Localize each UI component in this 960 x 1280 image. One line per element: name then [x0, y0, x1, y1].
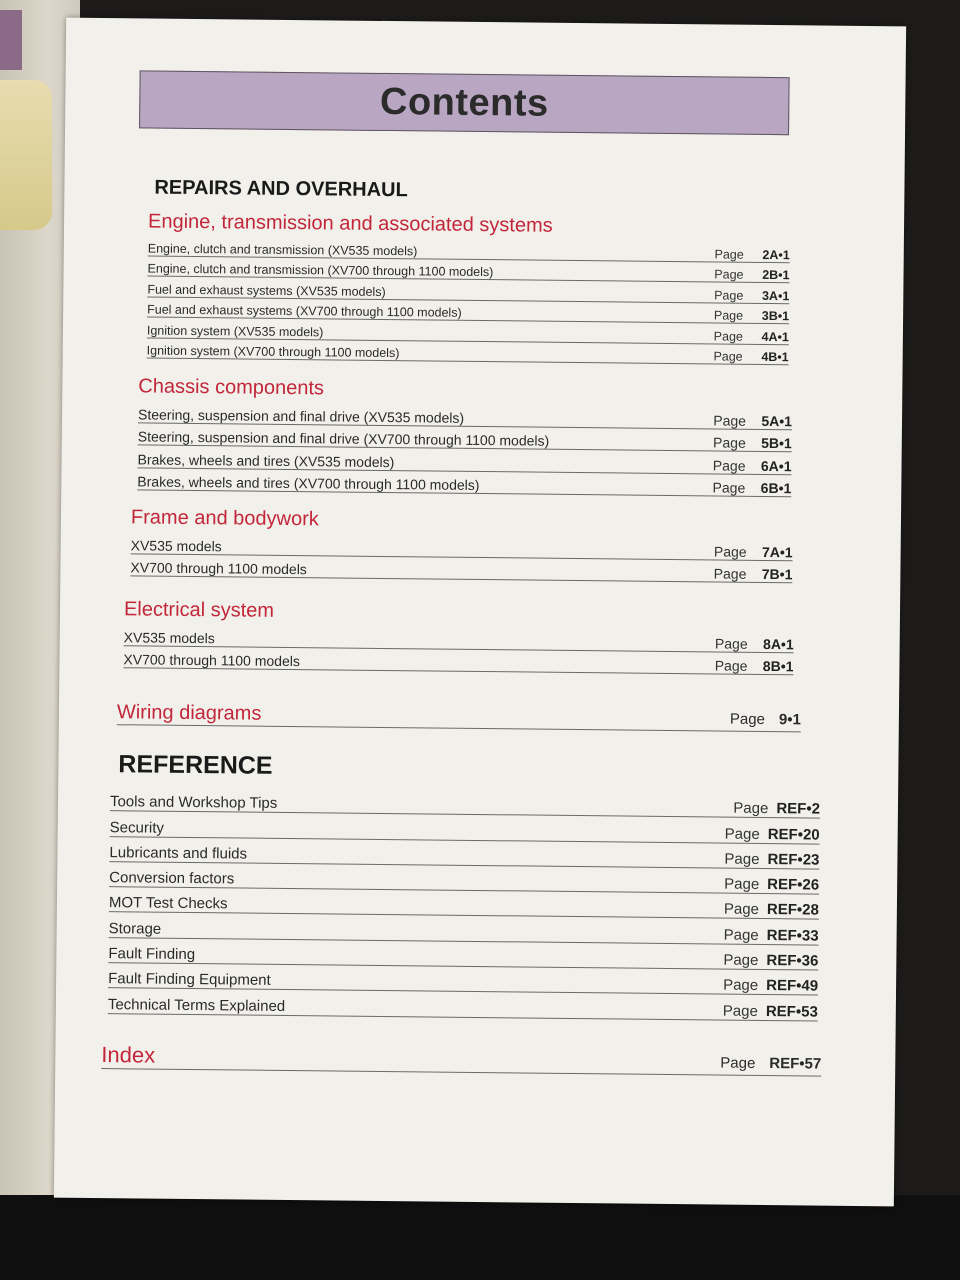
- page-number: REF•20: [767, 825, 820, 844]
- page-label: Page: [712, 456, 746, 474]
- toc-row-page-ref: [713, 457, 792, 474]
- page-label: Page: [729, 710, 766, 728]
- chassis-section-title: Chassis components: [138, 375, 325, 400]
- toc-row-label: MOT Test Checks: [108, 894, 228, 913]
- page-number: 3B•1: [761, 308, 790, 324]
- toc-row-page-ref: [714, 565, 793, 582]
- toc-row-label: Fault Finding Equipment: [108, 970, 271, 990]
- reference-heading: REFERENCE: [118, 750, 273, 780]
- toc-row-label: Tools and Workshop Tips: [109, 793, 278, 813]
- toc-row-label: Ignition system (XV700 through 1100 models): [146, 343, 400, 361]
- toc-row-page-ref: [714, 288, 789, 303]
- page-label: Page: [720, 1054, 756, 1072]
- page-label: Page: [714, 246, 744, 262]
- toc-row-page-ref: [724, 901, 819, 919]
- engine-section: [147, 211, 791, 366]
- page-number: REF•33: [766, 926, 819, 945]
- chassis-section: [137, 375, 792, 497]
- toc-row-page-ref: [715, 657, 794, 674]
- page-number: 7A•1: [761, 543, 793, 560]
- reference-rows: [108, 786, 820, 1021]
- toc-row-label: Fuel and exhaust systems (XV700 through 1100 models): [147, 302, 462, 320]
- frame-section-title: Frame and bodywork: [130, 506, 319, 531]
- page-label: Page: [714, 657, 748, 674]
- toc-row-page-ref: [715, 635, 794, 652]
- page-label: Page: [713, 565, 747, 582]
- page-label: Page: [713, 328, 743, 344]
- toc-row-label: Steering, suspension and final drive (XV700 through 1100 models): [137, 428, 550, 449]
- repairs-heading: REPAIRS AND OVERHAUL: [154, 176, 408, 202]
- page-number: 7B•1: [761, 565, 793, 583]
- page-number: REF•26: [767, 876, 820, 894]
- engine-section-title: Engine, transmission and associated systems: [147, 210, 553, 237]
- toc-row-label: Brakes, wheels and tires (XV700 through 1100 models): [137, 473, 480, 493]
- wiring-page-ref: [730, 711, 801, 732]
- page-number: 6B•1: [760, 479, 792, 497]
- reference-section: [108, 786, 820, 1021]
- index-title: Index: [101, 1042, 156, 1068]
- toc-row-page-ref: [724, 850, 819, 868]
- toc-row-page-ref: [733, 800, 820, 818]
- toc-row-label: Engine, clutch and transmission (XV700 through 1100 models): [147, 261, 494, 280]
- index-page-ref: [720, 1055, 821, 1076]
- toc-row-label: Technical Terms Explained: [107, 995, 286, 1015]
- page-label: Page: [712, 479, 746, 496]
- table-surface: [0, 1195, 960, 1280]
- title-banner: [139, 70, 790, 135]
- page-number: 4B•1: [761, 349, 789, 365]
- chassis-rows: [137, 400, 792, 497]
- contents-page: [54, 18, 906, 1207]
- toc-row-page-ref: [714, 267, 789, 282]
- toc-row-label: Storage: [108, 919, 162, 938]
- toc-row-label: XV700 through 1100 models: [130, 559, 307, 578]
- page-number: REF•49: [766, 977, 819, 995]
- toc-row-page-ref: [714, 543, 793, 560]
- toc-row-label: Security: [109, 818, 164, 837]
- toc-row-page-ref: [713, 479, 792, 496]
- page-label: Page: [713, 434, 746, 451]
- page-label: Page: [713, 349, 743, 364]
- page-number: REF•2: [776, 800, 821, 818]
- page-number: 9•1: [778, 711, 801, 729]
- page-label: Page: [724, 850, 760, 868]
- frame-section: [130, 506, 793, 583]
- toc-row-page-ref: [714, 247, 789, 262]
- toc-row-label: XV700 through 1100 models: [123, 651, 300, 670]
- toc-row-page-ref: [723, 1002, 818, 1020]
- page-label: Page: [713, 542, 747, 560]
- toc-row-label: XV535 models: [130, 536, 222, 554]
- page-number: 8B•1: [762, 657, 794, 675]
- page-number: 6A•1: [760, 457, 792, 474]
- page-number: REF•23: [767, 850, 820, 869]
- page-label: Page: [733, 799, 769, 818]
- page-number: REF•57: [769, 1055, 822, 1073]
- toc-row-page-ref: [714, 308, 789, 323]
- toc-row-label: Fuel and exhaust systems (XV535 models): [147, 281, 386, 299]
- page-title: Contents: [379, 80, 549, 125]
- page-number: 8A•1: [763, 635, 794, 652]
- page-label: Page: [723, 951, 759, 970]
- page-label: Page: [723, 926, 759, 944]
- page-label: Page: [723, 976, 759, 995]
- page-label: Page: [713, 411, 747, 429]
- page-label: Page: [724, 825, 760, 843]
- page-label: Page: [723, 901, 760, 919]
- page-label: Page: [714, 267, 744, 282]
- toc-row-page-ref: [725, 825, 820, 843]
- toc-row-label: Ignition system (XV535 models): [146, 322, 324, 339]
- page-label: Page: [722, 1002, 758, 1020]
- toc-row-page-ref: [713, 412, 792, 429]
- page-number: 4A•1: [761, 329, 789, 344]
- page-number: 5A•1: [761, 412, 793, 429]
- page-label: Page: [714, 287, 744, 303]
- facing-page-photo: [0, 80, 52, 230]
- wiring-entry: [117, 694, 801, 732]
- wiring-title: Wiring diagrams: [116, 701, 262, 725]
- page-number: 3A•1: [761, 288, 790, 303]
- page-number: 2A•1: [762, 247, 790, 262]
- toc-row-label: XV535 models: [123, 628, 215, 646]
- page-number: REF•28: [766, 901, 819, 920]
- electrical-rows: [123, 623, 793, 675]
- toc-row-label: Steering, suspension and final drive (XV535 models): [137, 405, 465, 426]
- toc-row-label: Brakes, wheels and tires (XV535 models): [137, 450, 395, 470]
- toc-row-page-ref: [713, 349, 788, 364]
- toc-row-label: Engine, clutch and transmission (XV535 models): [147, 241, 418, 258]
- page-label: Page: [724, 875, 760, 894]
- page-number: 5B•1: [761, 434, 792, 452]
- frame-rows: [130, 531, 792, 583]
- page-label: Page: [714, 634, 748, 652]
- toc-row-page-ref: [723, 977, 818, 995]
- toc-row-page-ref: [724, 876, 819, 894]
- electrical-section: [123, 598, 794, 675]
- toc-row-page-ref: [724, 926, 819, 944]
- toc-row-label: Fault Finding: [108, 945, 196, 964]
- index-entry: [101, 1036, 821, 1077]
- engine-rows: [147, 236, 790, 366]
- toc-row-page-ref: [714, 329, 789, 344]
- page-number: 2B•1: [762, 267, 790, 283]
- page-number: REF•36: [766, 952, 819, 970]
- page-number: REF•53: [765, 1002, 818, 1021]
- toc-row-label: Conversion factors: [109, 869, 235, 888]
- page-label: Page: [713, 308, 744, 323]
- toc-row-label: Lubricants and fluids: [109, 844, 248, 863]
- toc-row-page-ref: [713, 434, 792, 451]
- toc-row-page-ref: [723, 952, 818, 970]
- facing-page-tab: [0, 10, 22, 70]
- electrical-section-title: Electrical system: [123, 598, 275, 622]
